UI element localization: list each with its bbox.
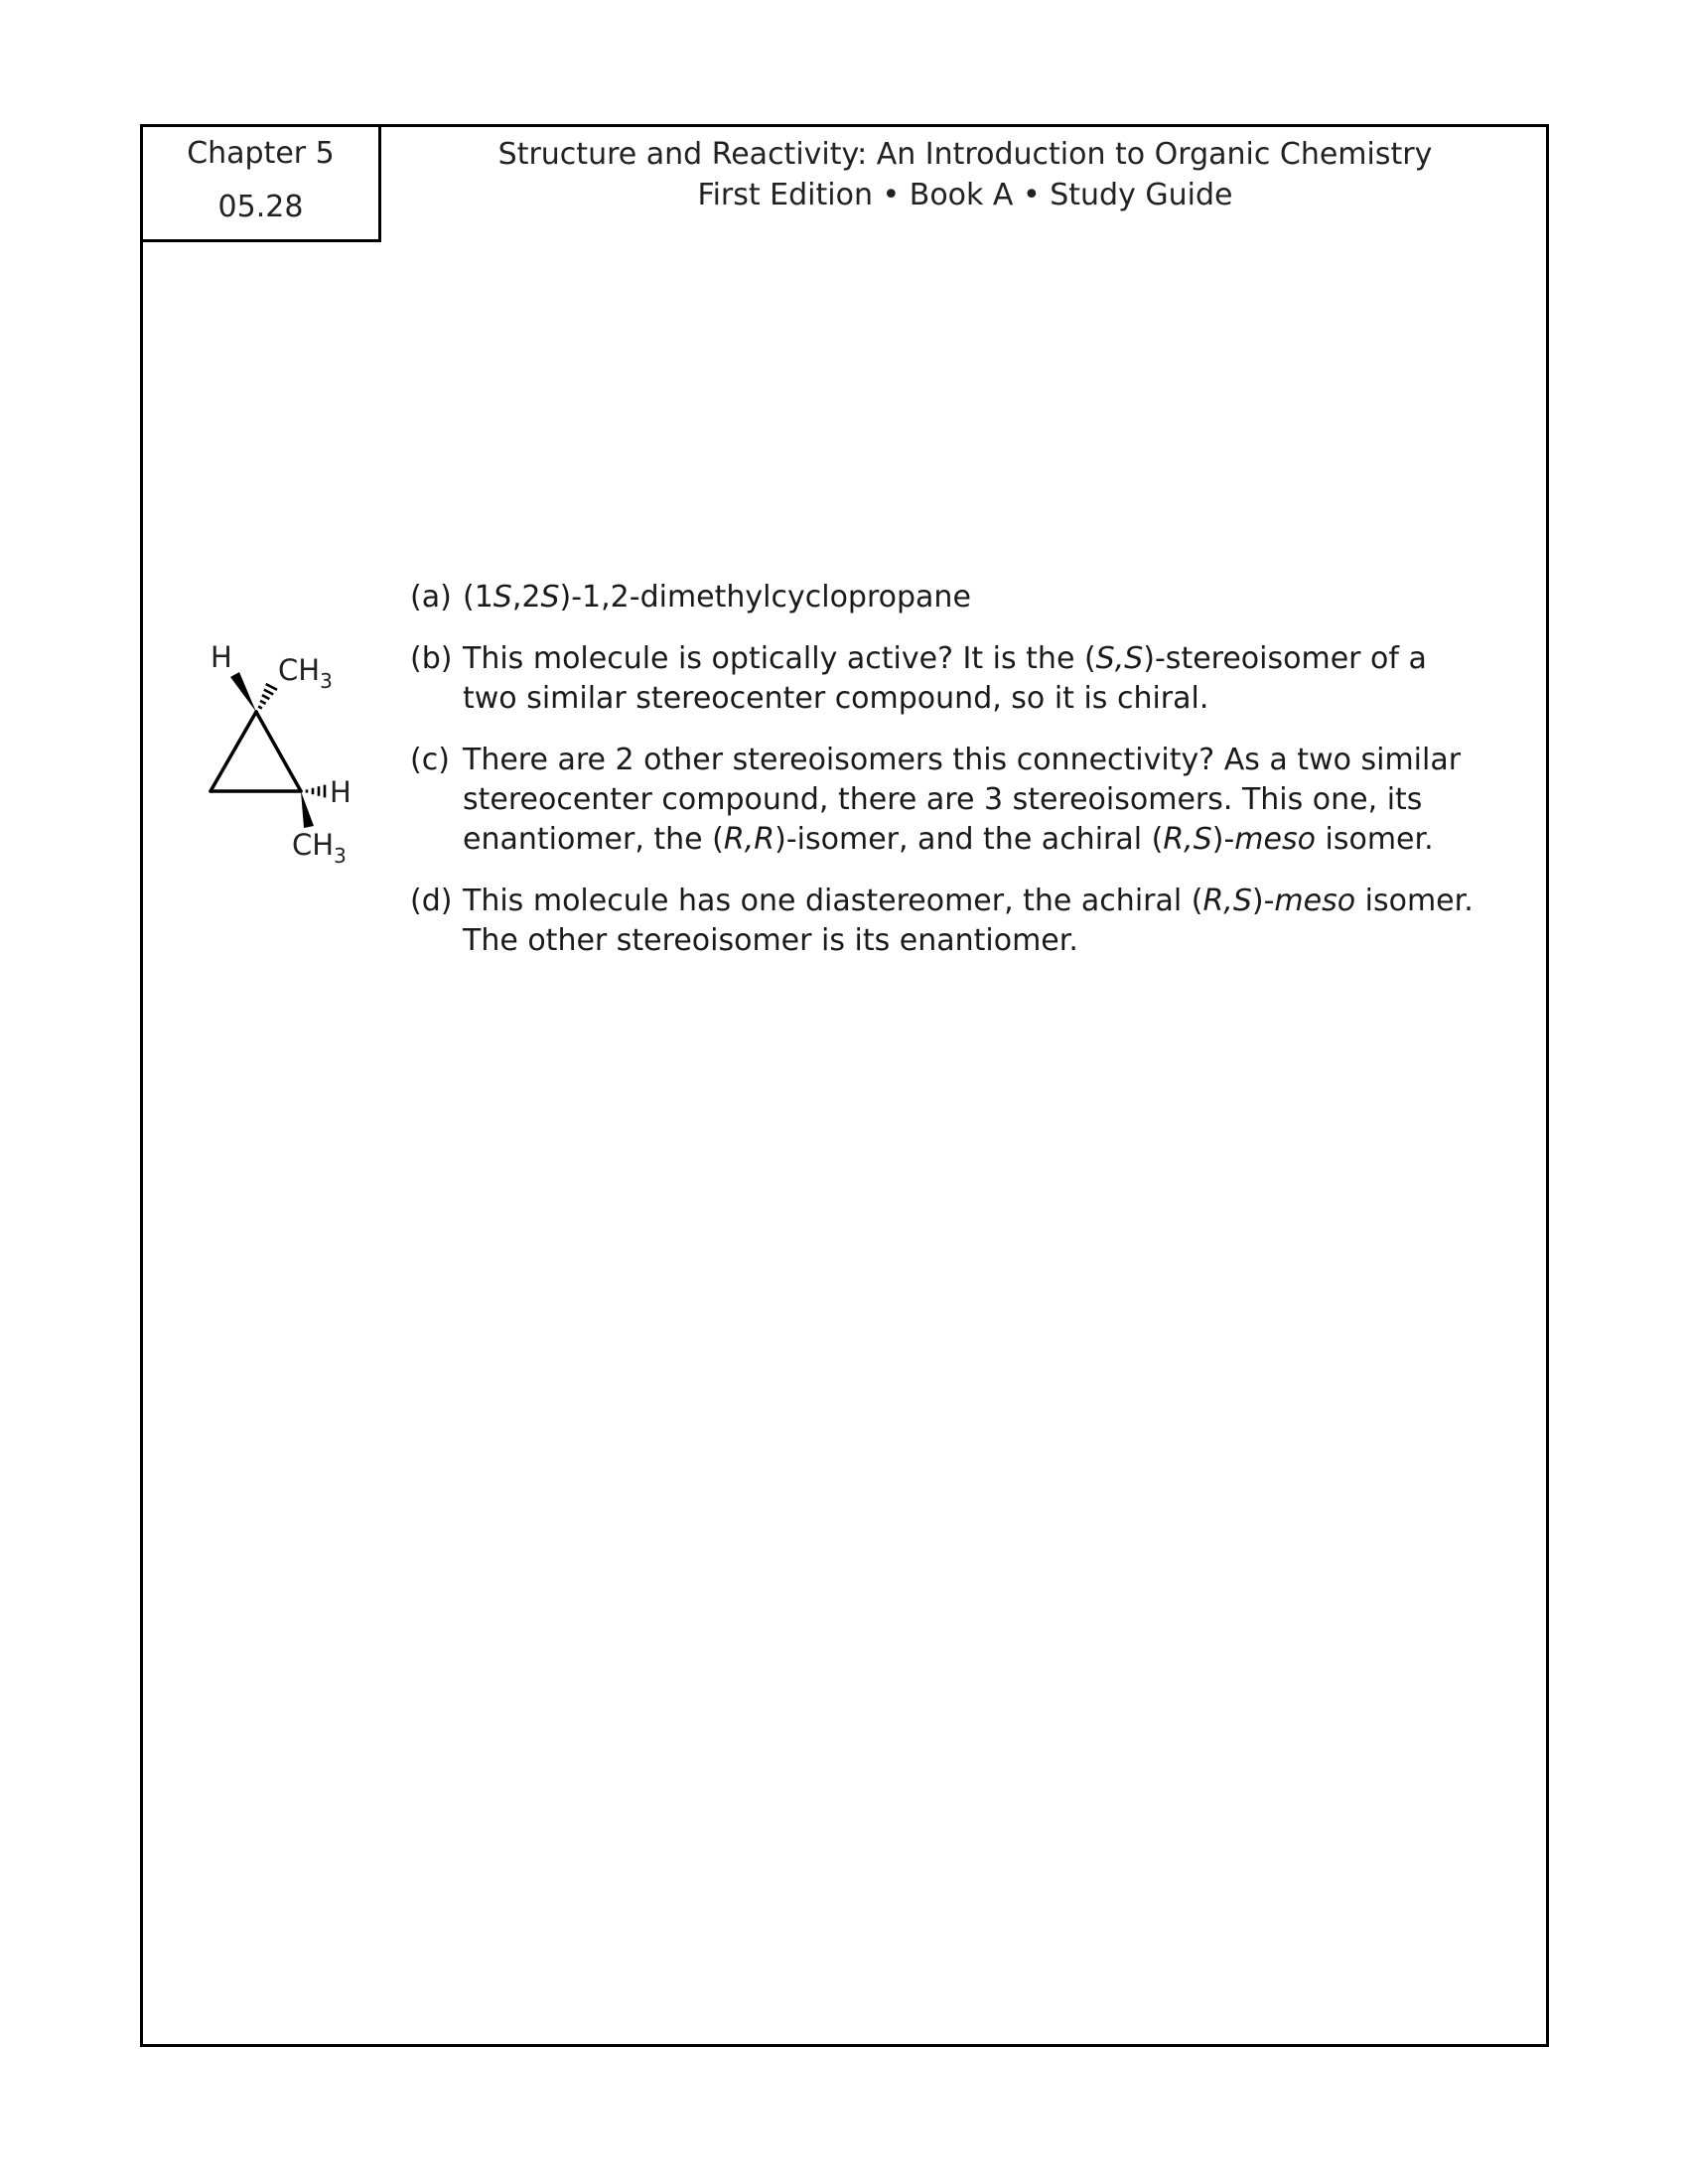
problem-number: 05.28	[217, 190, 304, 224]
atom-label-right-h: H	[330, 775, 352, 809]
book-title: Structure and Reactivity: An Introduction to Organic Chemistry	[497, 137, 1433, 172]
answer-b	[410, 639, 1482, 719]
book-header	[381, 134, 1549, 215]
answer-c	[410, 741, 1482, 860]
book-subtitle: First Edition • Book A • Study Guide	[697, 178, 1233, 212]
atom-label-top-h: H	[211, 640, 232, 674]
answer-d	[410, 882, 1482, 961]
chapter-box	[140, 124, 381, 242]
atom-label-top-methyl: $CH_3$	[278, 653, 333, 693]
page-border	[140, 124, 1549, 2047]
answer-marker: (b)	[410, 641, 453, 676]
chapter-label: Chapter 5	[187, 136, 335, 171]
answer-list	[410, 578, 1482, 983]
answer-marker: (c)	[410, 743, 450, 777]
ring-bond-right	[256, 712, 301, 791]
answer-text: (1S,2S)-1,2-dimethylcyclopropane	[463, 580, 971, 614]
cyclopropane-structure	[189, 635, 387, 874]
wedge-bond-top-h	[230, 672, 256, 712]
ring-bond-left	[211, 712, 256, 791]
answer-marker: (a)	[410, 580, 452, 614]
wedge-bond-bottom-methyl	[301, 791, 314, 828]
answer-a	[410, 578, 1482, 617]
answer-text: This molecule is optically active? It is the (S,S)-stereoisomer of a two similar stereocenter compound, so it is chiral.	[463, 641, 1427, 716]
hash-bond-right-h	[307, 785, 325, 798]
answer-text: This molecule has one diastereomer, the achiral (R,S)-meso isomer. The other stereoisomer is its enantiomer.	[463, 884, 1474, 958]
atom-label-bottom-methyl: $CH_3$	[292, 828, 347, 868]
hash-bond-top-methyl	[258, 684, 277, 709]
answer-marker: (d)	[410, 884, 453, 918]
answer-text: There are 2 other stereoisomers this connectivity? As a two similar stereocenter compound, there are 3 stereoisomers. This one, its enantiomer, the (R,R)-isomer, and the achiral (R,S)-meso isomer.	[463, 743, 1462, 857]
